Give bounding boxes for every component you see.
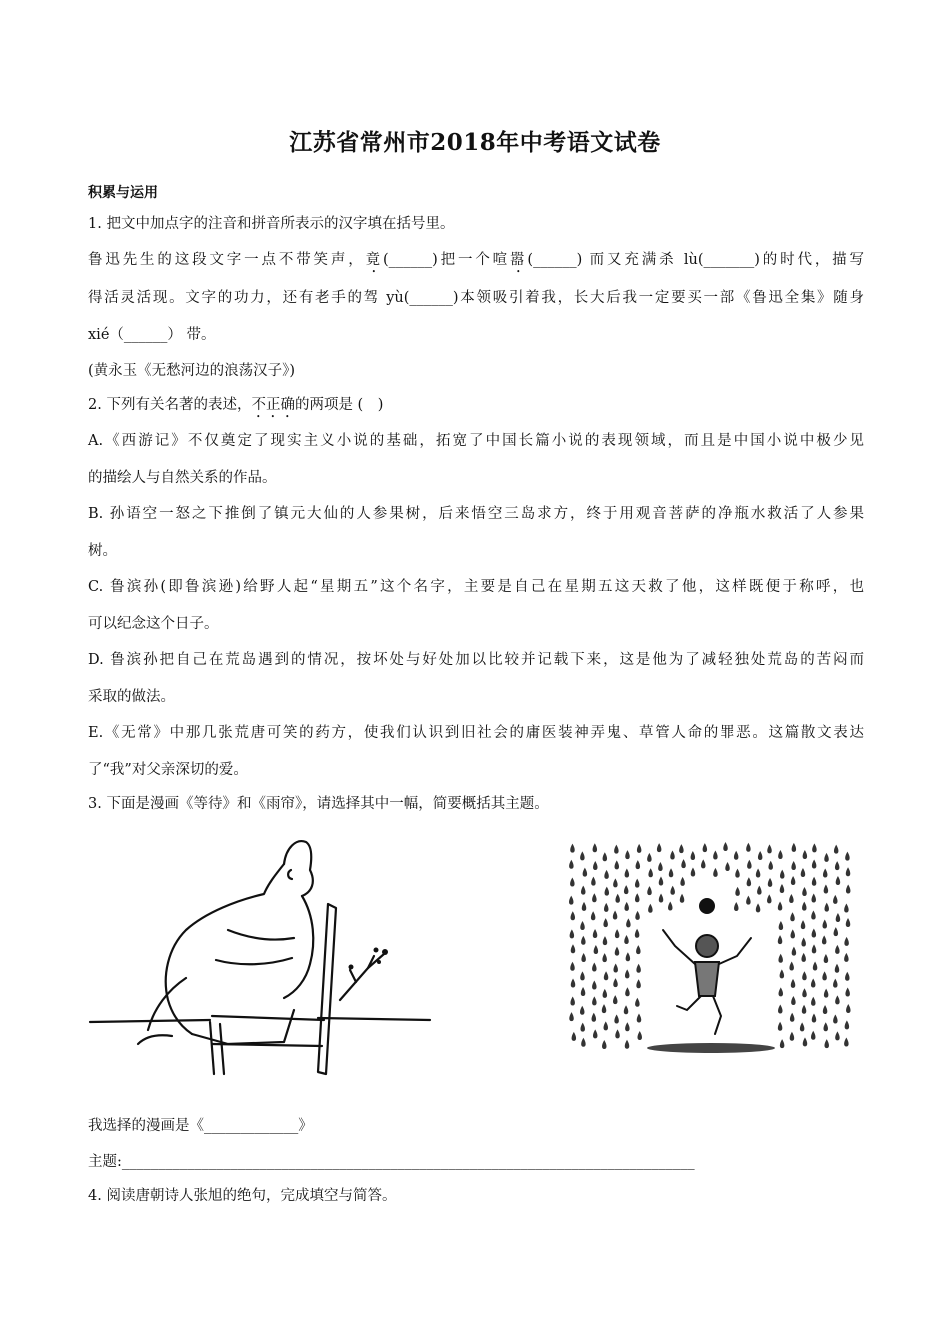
rain-drop bbox=[811, 893, 816, 902]
rain-drop bbox=[701, 859, 706, 868]
rain-drop bbox=[691, 851, 696, 860]
rain-drop bbox=[790, 912, 795, 921]
rain-drop bbox=[624, 1005, 629, 1014]
rain-drop bbox=[626, 952, 631, 961]
rain-drop bbox=[812, 928, 817, 937]
rain-drop bbox=[580, 921, 585, 930]
rain-drop bbox=[833, 895, 838, 904]
rain-drop bbox=[647, 853, 652, 862]
rain-drop bbox=[800, 1022, 805, 1031]
rain-drop bbox=[790, 1013, 795, 1022]
rain-drop bbox=[822, 919, 827, 928]
rain-drop bbox=[845, 972, 850, 981]
q2-option-a-line-2: 的描绘人与自然关系的作品。 bbox=[88, 470, 277, 486]
rain-drop bbox=[803, 1037, 808, 1046]
rain-drop bbox=[823, 869, 828, 878]
rain-drop bbox=[572, 1032, 577, 1041]
rain-drop bbox=[846, 867, 851, 876]
rain-drop bbox=[582, 902, 587, 911]
rain-drop bbox=[835, 945, 840, 954]
rain-drop bbox=[824, 903, 829, 912]
q2-option-b-line-1: B. 孙语空一怒之下推倒了镇元大仙的人参果树，后来悟空三岛求方，终于用观音菩萨的净瓶水救活了人参果 bbox=[88, 506, 864, 522]
rain-drop bbox=[605, 887, 610, 896]
rain-drop bbox=[812, 1014, 817, 1023]
page-title: 江苏省常州市2018年中考语文试卷 bbox=[289, 129, 661, 156]
rain-drop bbox=[835, 861, 840, 870]
rain-drop bbox=[648, 868, 653, 877]
rain-drop bbox=[767, 844, 772, 853]
rain-drop bbox=[570, 878, 575, 887]
rain-drop bbox=[604, 870, 609, 879]
rain-drop bbox=[713, 868, 718, 877]
rain-drop bbox=[789, 962, 794, 971]
rain-drop bbox=[669, 868, 674, 877]
rain-drop bbox=[624, 935, 629, 944]
rain-drop bbox=[790, 1032, 795, 1041]
q3-choice-blank[interactable]: 我选择的漫画是《_____________》 bbox=[88, 1118, 313, 1134]
rain-drop bbox=[824, 853, 829, 862]
rain-drop bbox=[811, 978, 816, 987]
rain-drop bbox=[581, 1038, 586, 1047]
rain-drop bbox=[624, 902, 629, 911]
rain-drop bbox=[591, 877, 596, 886]
rain-drop bbox=[823, 1005, 828, 1014]
rain-drop bbox=[625, 868, 630, 877]
rain-drop bbox=[812, 877, 817, 886]
rain-drop bbox=[823, 1022, 828, 1031]
rain-drop bbox=[592, 962, 597, 971]
rain-drop bbox=[844, 903, 849, 912]
rain-drop bbox=[835, 964, 840, 973]
rain-drop bbox=[615, 1029, 620, 1038]
rain-drop bbox=[569, 896, 574, 905]
rain-drop bbox=[613, 995, 618, 1004]
q1-text: 鲁迅先生的这段文字一点不带笑声， bbox=[88, 252, 366, 268]
q1-passage-line-3: xié（______） 带。 bbox=[88, 327, 216, 343]
rain-drop bbox=[570, 844, 575, 853]
q1-passage-line-1 bbox=[88, 250, 864, 276]
rain-drop bbox=[792, 947, 797, 956]
rain-drop bbox=[779, 987, 784, 996]
rain-drop bbox=[767, 894, 772, 903]
rain-drop bbox=[747, 877, 752, 886]
rain-drop bbox=[635, 911, 640, 920]
rain-drop bbox=[780, 1039, 785, 1048]
rain-drop bbox=[812, 944, 817, 953]
rain-drop bbox=[680, 894, 685, 903]
rain-drop bbox=[626, 918, 631, 927]
q1-source: (黄永玉《无愁河边的浪荡汉子》) bbox=[88, 363, 296, 379]
rain-drop bbox=[593, 929, 598, 938]
rain-drop bbox=[591, 911, 596, 920]
rain-drop bbox=[801, 937, 806, 946]
rain-drop bbox=[615, 894, 620, 903]
rain-drop bbox=[603, 852, 608, 861]
rain-drop bbox=[625, 969, 630, 978]
cartoon-rain-curtain-image bbox=[565, 838, 860, 1066]
rain-drop bbox=[780, 969, 785, 978]
rain-drop bbox=[746, 843, 751, 852]
rain-drop bbox=[780, 884, 785, 893]
ball-icon bbox=[699, 898, 715, 914]
rain-drop bbox=[625, 987, 630, 996]
rain-drop bbox=[802, 988, 807, 997]
rain-drop bbox=[746, 896, 751, 905]
rain-drop bbox=[569, 1012, 574, 1021]
rain-drop bbox=[648, 904, 653, 913]
rain-drop bbox=[570, 929, 575, 938]
q2-option-b-line-2: 树。 bbox=[88, 543, 117, 559]
rain-drop bbox=[801, 868, 806, 877]
rain-drop bbox=[592, 893, 596, 902]
rain-drop bbox=[613, 910, 618, 919]
rain-drop bbox=[593, 1029, 598, 1038]
rain-drop bbox=[604, 1021, 609, 1030]
rain-drop bbox=[844, 1038, 849, 1047]
rain-drop bbox=[723, 842, 728, 851]
rain-drop bbox=[747, 860, 752, 869]
rain-drop bbox=[834, 845, 839, 854]
rain-drop bbox=[636, 979, 641, 988]
rain-drop bbox=[803, 850, 808, 859]
rain-drop bbox=[636, 945, 641, 954]
rain-drop bbox=[811, 911, 816, 920]
rain-drop bbox=[791, 861, 796, 870]
q1-dotted-char: 嚣 bbox=[510, 252, 528, 268]
rain-drop bbox=[635, 879, 640, 888]
rain-drop bbox=[833, 979, 838, 988]
rain-drop bbox=[636, 860, 641, 869]
rain-drop bbox=[592, 1013, 597, 1022]
rain-drop bbox=[725, 862, 730, 871]
rain-drop bbox=[824, 1039, 829, 1048]
rain-drop bbox=[780, 870, 785, 879]
rain-drop bbox=[580, 1023, 585, 1032]
rain-drop bbox=[613, 978, 618, 987]
rain-drop bbox=[580, 971, 585, 980]
rain-drop bbox=[801, 953, 806, 962]
rain-drop bbox=[625, 1040, 630, 1049]
rain-drop bbox=[635, 998, 640, 1007]
rain-drop bbox=[844, 937, 849, 946]
rain-drop bbox=[614, 845, 619, 854]
q1-dotted-char: 竟 bbox=[365, 252, 383, 268]
rain-drop bbox=[636, 964, 641, 973]
rain-drop bbox=[802, 1005, 807, 1014]
rain-drop bbox=[811, 997, 816, 1006]
rain-drop bbox=[734, 851, 739, 860]
rain-drop bbox=[592, 996, 597, 1005]
rain-drop bbox=[846, 884, 851, 893]
rain-drop bbox=[637, 1013, 642, 1022]
rain-drop bbox=[845, 852, 850, 861]
rain-drop bbox=[791, 876, 796, 885]
rain-drop bbox=[789, 894, 794, 903]
rain-drop bbox=[613, 878, 618, 887]
rain-drop bbox=[778, 935, 783, 944]
rain-drop bbox=[604, 903, 609, 912]
rain-drop bbox=[604, 971, 609, 980]
rain-drop bbox=[802, 971, 807, 980]
rain-drop bbox=[812, 859, 817, 868]
rain-drop bbox=[615, 860, 620, 869]
q2-text: 的两项是 ( ) bbox=[294, 397, 384, 413]
rain-drop bbox=[813, 962, 818, 971]
rain-drop bbox=[603, 918, 608, 927]
rain-drop bbox=[602, 1004, 607, 1013]
q2-option-d-line-2: 采取的做法。 bbox=[88, 689, 175, 705]
q1-passage-line-2: 得活灵活现。文字的功力，还有老手的驾 yù(______)本领吸引着我，长大后我一定要买一部《鲁迅全集》随身 bbox=[88, 290, 864, 306]
rain-drop bbox=[758, 851, 763, 860]
rain-drop bbox=[778, 954, 783, 963]
rain-drop bbox=[811, 1031, 816, 1040]
rain-drop bbox=[735, 887, 740, 896]
q3-theme-blank[interactable]: 主题:_______________________________________________________________________________ bbox=[88, 1154, 695, 1170]
rain-drop bbox=[778, 1022, 783, 1031]
rain-drop bbox=[802, 902, 807, 911]
rain-drop bbox=[845, 988, 850, 997]
rain-drop bbox=[735, 869, 740, 878]
rain-drop bbox=[703, 843, 708, 852]
rain-drop bbox=[778, 1004, 783, 1013]
rain-drop bbox=[680, 877, 685, 886]
q2-prompt bbox=[88, 395, 864, 421]
rain-drop bbox=[613, 963, 618, 972]
rain-drop bbox=[602, 1040, 607, 1049]
rain-drop bbox=[846, 918, 851, 927]
rain-drop bbox=[615, 947, 620, 956]
rain-drop bbox=[593, 861, 598, 870]
cartoon-waiting-image bbox=[88, 830, 433, 1080]
rain-drop bbox=[845, 1020, 850, 1029]
rain-drop bbox=[571, 911, 576, 920]
rain-drop bbox=[791, 979, 796, 988]
rain-drop bbox=[801, 920, 806, 929]
rain-drop bbox=[603, 936, 608, 945]
rain-drop bbox=[581, 936, 586, 945]
rain-drop bbox=[791, 996, 796, 1005]
child-figure bbox=[663, 930, 751, 1034]
rain-drop bbox=[834, 927, 839, 936]
rain-drop bbox=[581, 953, 586, 962]
q4-prompt: 4. 阅读唐朝诗人张旭的绝句，完成填空与简答。 bbox=[88, 1188, 397, 1204]
rain-drop bbox=[571, 944, 576, 953]
rain-drop bbox=[581, 886, 586, 895]
rain-drop bbox=[836, 913, 841, 922]
rain-drop bbox=[756, 903, 761, 912]
rain-drop bbox=[657, 843, 662, 852]
rain-drop bbox=[624, 885, 629, 894]
rain-drop bbox=[844, 953, 849, 962]
rain-drop bbox=[658, 862, 663, 871]
rain-drop bbox=[615, 929, 620, 938]
rain-drop bbox=[635, 893, 640, 902]
rain-drop bbox=[592, 981, 597, 990]
rain-drop bbox=[846, 1004, 851, 1013]
rain-drop bbox=[833, 1015, 838, 1024]
rain-drop bbox=[778, 850, 783, 859]
rain-drop bbox=[583, 868, 588, 877]
rain-drop bbox=[812, 843, 817, 852]
q2-text: 2. 下列有关名著的表述， bbox=[88, 397, 252, 413]
q2-dotted-text: 不正确 bbox=[251, 397, 295, 413]
rain-drop bbox=[681, 859, 686, 868]
rain-drop bbox=[670, 851, 675, 860]
q3-prompt: 3. 下面是漫画《等待》和《雨帘》，请选择其中一幅，简要概括其主题。 bbox=[88, 796, 549, 812]
rain-drop bbox=[779, 921, 784, 930]
rain-drop bbox=[569, 860, 574, 869]
q2-option-c-line-2: 可以纪念这个日子。 bbox=[88, 616, 219, 632]
rain-drop bbox=[835, 995, 840, 1004]
section-heading: 积累与运用 bbox=[88, 185, 158, 201]
rain-drop bbox=[570, 996, 575, 1005]
rain-drop bbox=[836, 876, 841, 885]
rain-drop bbox=[635, 929, 640, 938]
rain-drop bbox=[668, 901, 673, 910]
rain-drop bbox=[824, 954, 829, 963]
q1-text: (______) 而又充满杀 lù(_______)的时代，描写 bbox=[527, 252, 865, 268]
q2-option-c-line-1: C. 鲁滨孙(即鲁滨逊)给野人起“星期五”这个名字，主要是自己在星期五这天救了他，这样既便于称呼，也 bbox=[88, 579, 864, 595]
rain-drop bbox=[625, 850, 630, 859]
rain-drop bbox=[778, 902, 783, 911]
q1-text: (______)把一个喧 bbox=[382, 252, 511, 268]
rain-drop bbox=[593, 843, 598, 852]
rain-drop bbox=[670, 886, 675, 895]
rain-drop bbox=[594, 945, 599, 954]
rain-drop bbox=[790, 929, 795, 938]
rain-drop bbox=[734, 902, 739, 911]
rain-drop bbox=[603, 989, 608, 998]
rain-drop bbox=[824, 884, 829, 893]
rain-drop bbox=[602, 953, 607, 962]
rain-drop bbox=[792, 843, 797, 852]
rain-drop bbox=[570, 962, 575, 971]
rain-drop bbox=[679, 844, 684, 853]
rain-drop bbox=[659, 894, 664, 903]
rain-drop bbox=[580, 851, 585, 860]
q2-option-a-line-1: A.《西游记》不仅奠定了现实主义小说的基础，拓宽了中国长篇小说的表现领域，而且是中国小说中极少见 bbox=[88, 433, 864, 449]
rain-drop bbox=[802, 887, 807, 896]
rain-drop bbox=[822, 971, 827, 980]
rain-drop bbox=[637, 1031, 642, 1040]
rain-drop bbox=[756, 868, 761, 877]
rain-drop bbox=[659, 876, 664, 885]
rain-drop bbox=[824, 989, 829, 998]
rain-drop bbox=[713, 850, 718, 859]
rain-drop bbox=[647, 886, 652, 895]
q2-option-d-line-1: D. 鲁滨孙把自己在荒岛遇到的情况，按坏处与好处加以比较并记载下来，这是他为了减轻独处荒岛的苦闷而 bbox=[88, 652, 864, 668]
rain-drop bbox=[768, 861, 773, 870]
rain-drop bbox=[571, 978, 576, 987]
rain-drop bbox=[757, 886, 762, 895]
q1-prompt: 1. 把文中加点字的注音和拼音所表示的汉字填在括号里。 bbox=[88, 216, 455, 232]
rain-drop bbox=[625, 1022, 630, 1031]
rain-drop bbox=[637, 844, 642, 853]
rain-drop bbox=[614, 1014, 619, 1023]
rain-drop bbox=[580, 1006, 585, 1015]
rain-drop bbox=[691, 867, 696, 876]
rain-drop bbox=[822, 935, 827, 944]
q2-option-e-line-1: E.《无常》中那几张荒唐可笑的药方，使我们认识到旧社会的庸医装神弄鬼、草管人命的罪恶。这篇散文表达 bbox=[88, 725, 864, 741]
rain-drop bbox=[581, 987, 586, 996]
q2-option-e-line-2: 了“我”对父亲深切的爱。 bbox=[88, 762, 248, 778]
rain-drop bbox=[768, 878, 773, 887]
rain-drop bbox=[835, 1031, 840, 1040]
